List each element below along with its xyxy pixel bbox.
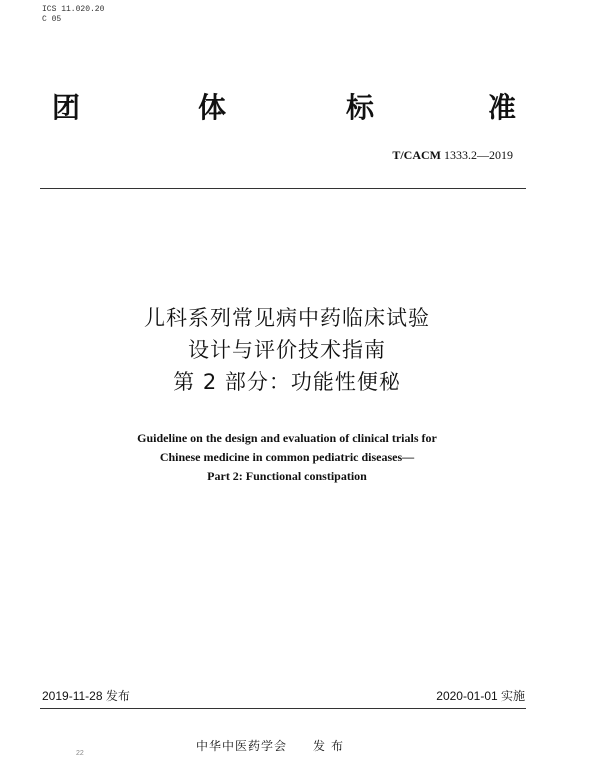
- chinese-title: [0, 302, 574, 398]
- standard-type-char: 团: [52, 91, 81, 124]
- publisher-verb: 发布: [313, 739, 350, 753]
- chinese-title-line: 设计与评价技术指南: [188, 338, 386, 362]
- issue-date: 2019-11-28 发布: [42, 689, 130, 703]
- footer-divider: [40, 708, 526, 709]
- standard-type-char: 标: [346, 91, 375, 124]
- ics-code: ICS 11.020.20: [42, 5, 105, 14]
- standard-type-heading: [52, 90, 524, 130]
- publisher-line: [196, 737, 349, 754]
- english-title-line: Guideline on the design and evaluation of clinical trials for: [137, 431, 437, 445]
- chinese-title-line: 儿科系列常见病中药临床试验: [144, 306, 430, 330]
- publisher-name: 中华中医药学会: [196, 739, 288, 753]
- effective-date: 2020-01-01 实施: [436, 689, 525, 703]
- standard-type-char: 体: [198, 91, 227, 124]
- standard-code: T/CACM: [392, 148, 441, 162]
- standard-type-char: 准: [488, 91, 517, 124]
- header-divider: [40, 188, 526, 189]
- english-title-line: Part 2: Functional constipation: [207, 469, 367, 483]
- chinese-title-line: 第 2 部分：功能性便秘: [173, 370, 401, 394]
- classification-codes: [42, 5, 104, 25]
- english-title: [0, 429, 574, 486]
- standard-number-value: 1333.2—2019: [444, 148, 513, 162]
- standard-number: [392, 148, 513, 163]
- english-title-line: Chinese medicine in common pediatric diseases—: [159, 450, 415, 464]
- page-number: 22: [76, 750, 84, 757]
- ccs-code: C 05: [42, 15, 62, 24]
